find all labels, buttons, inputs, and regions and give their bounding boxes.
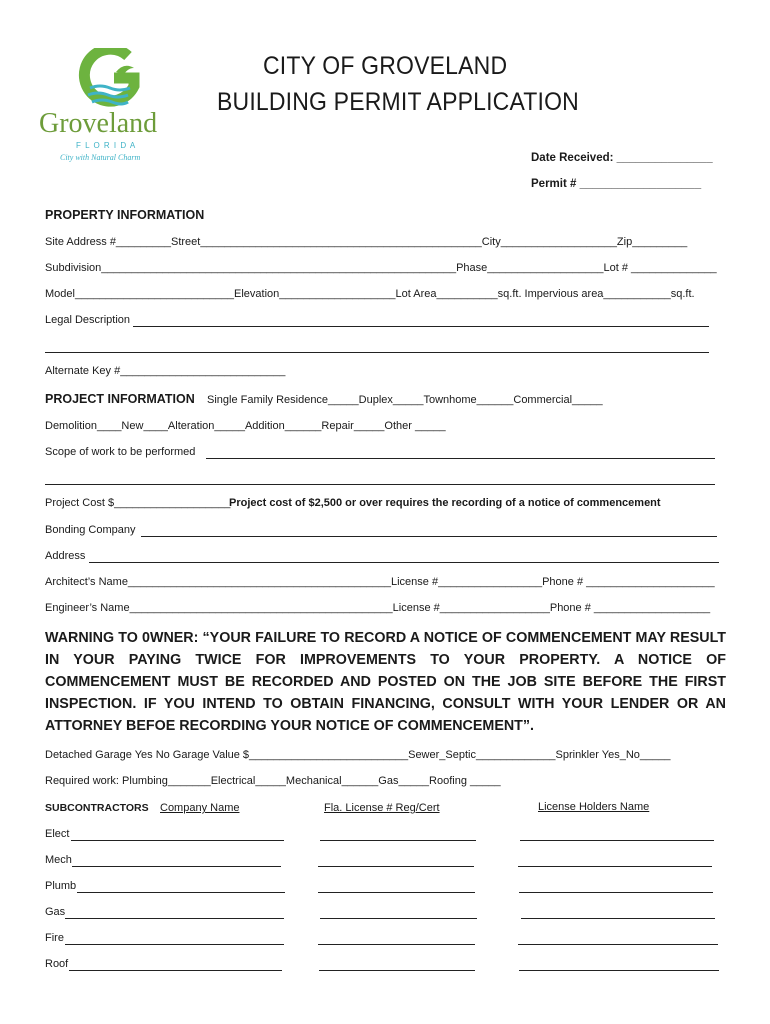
subcontractor-label: Plumb xyxy=(45,880,77,892)
page-title-line2: BUILDING PERMIT APPLICATION xyxy=(217,88,579,116)
license-line[interactable] xyxy=(320,918,477,919)
scope-of-work-line-2[interactable] xyxy=(45,484,715,485)
address-line[interactable] xyxy=(89,562,719,563)
site-address-field[interactable]: Site Address #_________Street______________________________________________City___________________Zip_________ xyxy=(45,236,688,248)
company-line[interactable] xyxy=(71,840,284,841)
company-line[interactable] xyxy=(77,892,285,893)
company-line[interactable] xyxy=(72,866,281,867)
groveland-logo xyxy=(36,48,176,168)
license-line[interactable] xyxy=(318,892,475,893)
project-info-heading: PROJECT INFORMATION xyxy=(45,392,195,406)
col-license-holders: License Holders Name xyxy=(538,801,650,813)
warning-notice: WARNING TO 0WNER: “YOUR FAILURE TO RECORD A NOTICE OF COMMENCEMENT MAY RESULT IN YOUR PAYING TWICE FOR IMPROVEMENTS TO YOUR PROPERTY. A NOTICE OF COMMENCEMENT MUST BE RECORDED AND POSTED ON THE JOB SITE BEFORE THE FIRST INSPECTION. IF YOU INTEND TO OBTAIN FINANCING, CONSULT WITH YOUR LENDER OR AN ATTORNEY BEFOE RECORDING YOUR NOTICE OF COMMENCEMENT”. xyxy=(45,630,726,734)
project-cost-field[interactable]: Project Cost $___________________ xyxy=(45,497,231,509)
bonding-company-line[interactable] xyxy=(141,536,717,537)
subcontractor-label: Elect xyxy=(45,828,70,840)
license-line[interactable] xyxy=(318,944,475,945)
holder-line[interactable] xyxy=(520,840,714,841)
alternate-key-field[interactable]: Alternate Key #___________________________ xyxy=(45,365,286,377)
model-field[interactable]: Model__________________________Elevation___________________Lot Area__________sq.ft. Impervious area___________sq.ft. xyxy=(45,288,695,300)
col-license-number: Fla. License # Reg/Cert xyxy=(324,802,440,814)
scope-of-work-line[interactable] xyxy=(206,458,715,459)
subdivision-field[interactable]: Subdivision__________________________________________________________Phase___________________Lot # ______________ xyxy=(45,262,717,274)
company-line[interactable] xyxy=(69,970,282,971)
project-types-line2[interactable]: Demolition____New____Alteration_____Addition______Repair_____Other _____ xyxy=(45,420,446,432)
property-info-heading: PROPERTY INFORMATION xyxy=(45,208,205,222)
legal-description-line-2[interactable] xyxy=(45,352,709,353)
project-cost-note: Project cost of $2,500 or over requires the recording of a notice of commencement xyxy=(229,497,661,509)
holder-line[interactable] xyxy=(519,970,719,971)
subcontractor-label: Fire xyxy=(45,932,64,944)
holder-line[interactable] xyxy=(521,918,715,919)
company-line[interactable] xyxy=(65,918,284,919)
license-line[interactable] xyxy=(318,866,474,867)
subcontractor-label: Mech xyxy=(45,854,72,866)
license-line[interactable] xyxy=(320,840,476,841)
page-title-line1: CITY OF GROVELAND xyxy=(263,52,508,80)
date-received-field[interactable]: Date Received: _______________ xyxy=(531,152,713,164)
col-company-name: Company Name xyxy=(160,802,240,814)
engineer-field[interactable]: Engineer’s Name___________________________________________License #__________________Phone # ___________________ xyxy=(45,602,711,614)
project-types-line1[interactable]: Single Family Residence_____Duplex_____Townhome______Commercial_____ xyxy=(207,394,603,406)
holder-line[interactable] xyxy=(518,944,718,945)
architect-field[interactable]: Architect’s Name___________________________________________License #_________________Phone # _____________________ xyxy=(45,576,715,588)
bonding-company-label: Bonding Company xyxy=(45,524,136,536)
permit-number-field[interactable]: Permit # ___________________ xyxy=(531,178,702,190)
subcontractor-label: Gas xyxy=(45,906,66,918)
logo-tagline: City with Natural Charm xyxy=(60,153,141,162)
logo-name: Groveland xyxy=(39,108,158,139)
holder-line[interactable] xyxy=(518,866,712,867)
scope-of-work-label: Scope of work to be performed xyxy=(45,446,196,458)
legal-description-line[interactable] xyxy=(133,326,709,327)
legal-description-label: Legal Description xyxy=(45,314,130,326)
garage-sewer-sprinkler-field[interactable]: Detached Garage Yes No Garage Value $__________________________Sewer_Septic_____________Sprinkler Yes_No_____ xyxy=(45,749,671,761)
subcontractor-label: Roof xyxy=(45,958,69,970)
license-line[interactable] xyxy=(319,970,475,971)
groveland-g-icon xyxy=(76,48,146,110)
logo-state: F L O R I D A xyxy=(76,141,137,150)
holder-line[interactable] xyxy=(519,892,713,893)
required-work-field[interactable]: Required work: Plumbing_______Electrical_____Mechanical______Gas_____Roofing _____ xyxy=(45,775,501,787)
company-line[interactable] xyxy=(65,944,284,945)
subcontractors-heading: SUBCONTRACTORS xyxy=(45,802,149,814)
address-label: Address xyxy=(45,550,86,562)
